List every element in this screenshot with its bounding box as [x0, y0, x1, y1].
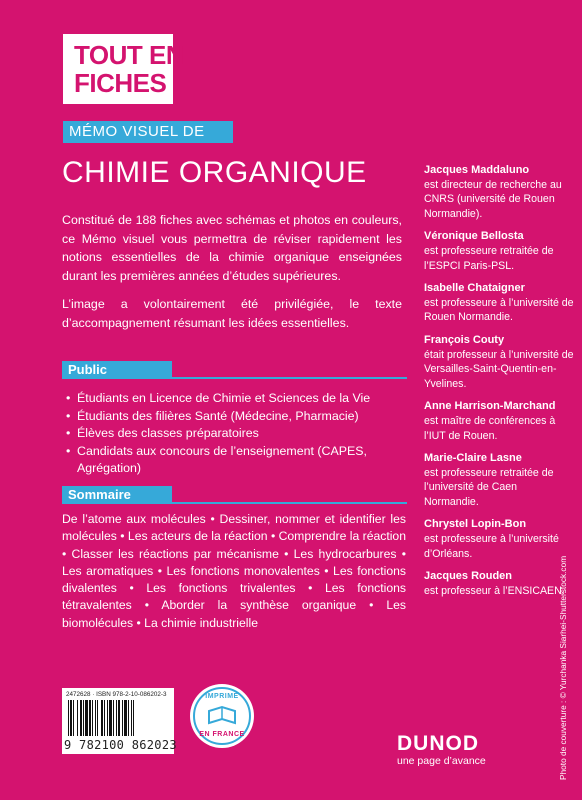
publisher-tagline: une page d’avance [397, 755, 486, 767]
author-name: Anne Harrison-Marchand [424, 400, 556, 413]
author-name: Jacques Rouden [424, 570, 513, 583]
author-name: Véronique Bellosta [424, 230, 524, 243]
list-item [66, 425, 401, 443]
bullet-icon: • [66, 426, 71, 440]
author-entry [424, 569, 574, 598]
public-heading: Public [62, 361, 172, 379]
author-entry [424, 517, 574, 561]
public-list [66, 390, 401, 478]
intro-paragraph-2: L’image a volontairement été privilégiée, le texte d’accompagnement résumant les idées essentielles. [62, 297, 402, 330]
author-role: est maître de conférences à l’IUT de Rouen. [424, 414, 556, 442]
badge-text-bottom: EN FRANCE [199, 731, 245, 738]
author-role: est professeure retraitée de l’université de Caen Normandie. [424, 466, 554, 508]
sommaire-text: De l’atome aux molécules • Dessiner, nommer et identifier les molécules • Les acteurs de la réaction • Comprendre la réaction • Classer les réactions par mécanisme • Les hydrocarbures • Les aromatiques • Les fonctions monovalentes • Les fonctions divalentes • Les fonctions trivalentes • Les fonctions tétravalentes • Aborder la synthèse organique • Les biomolécules • La chimie industrielle [62, 512, 406, 630]
sommaire-heading: Sommaire [62, 486, 172, 504]
author-role: est directeur de recherche au CNRS (université de Rouen Normandie). [424, 178, 562, 220]
series-logo [63, 34, 185, 104]
public-rule [62, 377, 407, 379]
author-entry [424, 229, 574, 273]
publisher-name: DUNOD [397, 732, 479, 755]
bullet-icon: • [66, 443, 71, 458]
isbn-line: 2472628 · ISBN 978-2-10-086202-3 [66, 691, 167, 698]
author-role: est professeure retraitée de l’ESPCI Paris-PSL. [424, 244, 554, 272]
intro-paragraph-1: Constitué de 188 fiches avec schémas et photos en couleurs, ce Mémo visuel vous permettra de réviser rapidement les notions essentielles de la chimie organique enseignées durant les premières années d’études supérieures. [62, 213, 402, 283]
list-item [66, 390, 401, 408]
series-logo-line1: TOUT EN [74, 40, 185, 70]
author-entry [424, 281, 574, 325]
list-item [66, 408, 401, 426]
badge-text-top: IMPRIMÉ [205, 693, 239, 700]
author-role: est professeur à l’ENSICAEN. [424, 584, 565, 597]
list-item [66, 443, 401, 478]
author-entry [424, 333, 574, 391]
author-name: Marie-Claire Lasne [424, 452, 522, 465]
photo-credit: Photo de couverture : © Yurchanka Siarhei-Shutterstock.com [558, 555, 568, 780]
list-item-text: Candidats aux concours de l’enseignement (CAPES, Agrégation) [77, 443, 367, 475]
author-name: Isabelle Chataigner [424, 282, 525, 295]
author-role: est professeure à l’université de Rouen Normandie. [424, 296, 574, 324]
barcode [62, 688, 177, 754]
authors-list [424, 163, 574, 606]
list-item-text: Étudiants des filières Santé (Médecine, Pharmacie) [77, 408, 359, 423]
list-item-text: Élèves des classes préparatoires [77, 426, 259, 440]
author-name: Chrystel Lopin-Bon [424, 518, 527, 531]
list-item-text: Étudiants en Licence de Chimie et Sciences de la Vie [77, 391, 371, 405]
memo-label: MÉMO VISUEL DE [63, 121, 233, 143]
author-entry [424, 399, 574, 443]
author-name: François Couty [424, 333, 505, 346]
imprime-en-france-badge [189, 683, 255, 749]
bullet-icon: • [66, 408, 71, 423]
intro-text [62, 211, 402, 342]
author-name: Jacques Maddaluno [424, 164, 530, 176]
ean-digits: 9 782100 862023 [64, 738, 177, 752]
author-role: est professeure à l’université d’Orléans. [424, 533, 559, 560]
author-role: était professeur à l’université de Versailles-Saint-Quentin-en-Yvelines. [424, 348, 574, 390]
publisher-logo [397, 733, 527, 767]
bullet-icon: • [66, 391, 71, 405]
author-entry [424, 163, 574, 221]
sommaire-rule [62, 502, 407, 504]
barcode-bars-icon [66, 700, 170, 738]
author-entry [424, 451, 574, 509]
book-title: CHIMIE ORGANIQUE [62, 156, 367, 189]
series-logo-line2: FICHES [74, 68, 167, 98]
